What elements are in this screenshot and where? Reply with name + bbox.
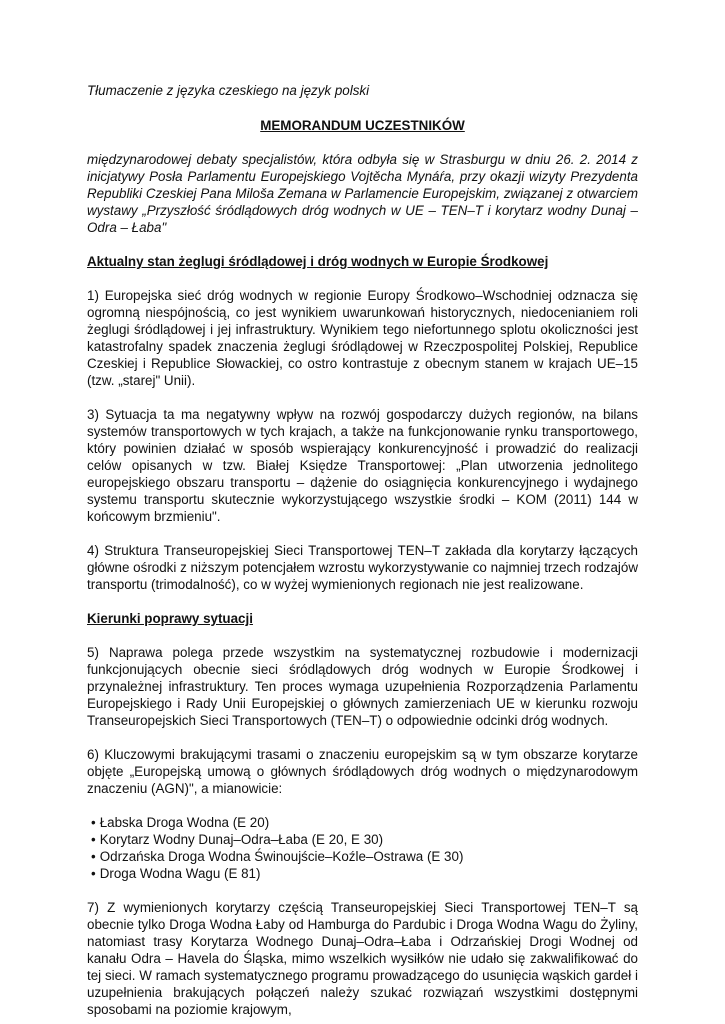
paragraph-7: 7) Z wymienionych korytarzy częścią Transeuropejskiej Sieci Transportowej TEN–T są obecnie tylko Droga Wodna Łaby od Hamburga do Pardubic i Droga Wodna Wagu do Żyliny, natomiast trasy Korytarza Wodnego Dunaj–Odra–Łaba i Odrzańskiej Drogi Wodnej od kanału Odra – Havela do Śląska, mimo wszelkich wysiłków nie udało się zakwalifikować do tej sieci. W ramach systematycznego programu prowadzącego do usunięcia wąskich gardeł i uzupełnienia brakujących połączeń należy szukać rozwiązań wszystkimi dostępnymi sposobami na poziomie krajowym, [87, 900, 638, 1017]
paragraph-1: 1) Europejska sieć dróg wodnych w regionie Europy Środkowo–Wschodniej odznacza się ogromną niespójnością, co jest wynikiem uwarunkowań historycznych, niedocenianiem roli żeglugi śródlądowej i jej infrastruktury. Wynikiem tego niefortunnego splotu okoliczności jest katastrofalny spadek znaczenia żeglugi śródlądowej w Rzeczpospolitej Polskiej, Republice Czeskiej i Republice Słowackiej, co ostro kontrastuje z obecnym stanem w krajach UE–15 (tzw. „starej" Unii). [87, 288, 638, 388]
list-item: • Odrzańska Droga Wodna Świnoujście–Koźle–Ostrawa (E 30) [91, 848, 638, 865]
paragraph-5: 5) Naprawa polega przede wszystkim na systematycznej rozbudowie i modernizacji funkcjonujących obecnie sieci śródlądowych dróg wodnych w Europie Środkowej i przynależnej infrastruktury. Ten proces wymaga uzupełnienia Rozporządzenia Parlamentu Europejskiego i Rady Unii Europejskiej o głównych zamierzeniach UE w kierunku rozwoju Transeuropejskich Sieci Transportowych (TEN–T) o odpowiednie odcinki dróg wodnych. [87, 645, 638, 728]
section-heading-current-state: Aktualny stan żeglugi śródlądowej i dróg wodnych w Europie Środkowej [87, 254, 549, 269]
paragraph-3: 3) Sytuacja ta ma negatywny wpływ na rozwój gospodarczy dużych regionów, na bilans systemów transportowych w tych krajach, a także na funkcjonowanie rynku transportowego, który powinien działać w sposób wspierający konkurencyjność i prowadzić do realizacji celów opisanych w tzw. Białej Księdze Transportowej: „Plan utworzenia jednolitego europejskiego obszaru transportu – dążenie do osiągnięcia konkurencyjnego i wydajnego systemu transportu skutecznie wykorzystującego wszystkie środki – KOM (2011) 144 w końcowym brzmieniu". [87, 407, 638, 524]
paragraph-4: 4) Struktura Transeuropejskiej Sieci Transportowej TEN–T zakłada dla korytarzy łączących główne ośrodki z niższym potencjałem wzrostu wykorzystywanie co najmniej trzech rodzajów transportu (trimodalność), co w wyżej wymienionych regionach nie jest realizowane. [87, 543, 638, 592]
document-subtitle: międzynarodowej debaty specjalistów, która odbyła się w Strasburgu w dniu 26. 2. 2014 z inicjatywy Posła Parlamentu Europejskiego Vojtěcha Mynáŕa, przy okazji wizyty Prezydenta Republiki Czeskiej Pana Miloša Zemana w Parlamencie Europejskim, związanej z otwarciem wystawy „Przyszłość śródlądowych dróg wodnych w UE – TEN–T i korytarz wodny Dunaj – Odra – Łaba" [87, 152, 638, 235]
list-item: • Łabska Droga Wodna (E 20) [91, 814, 638, 831]
paragraph-6: 6) Kluczowymi brakującymi trasami o znaczeniu europejskim są w tym obszarze korytarze objęte „Europejską umową o głównych śródlądowych dróg wodnych o międzynarodowym znaczeniu (AGN)", a mianowicie: [87, 747, 638, 796]
waterway-list [87, 814, 638, 882]
list-item: • Korytarz Wodny Dunaj–Odra–Łaba (E 20, E 30) [91, 831, 638, 848]
list-item: • Droga Wodna Wagu (E 81) [91, 865, 638, 882]
section-heading-improvement: Kierunki poprawy sytuacji [87, 611, 253, 626]
document-title: MEMORANDUM UCZESTNIKÓW [260, 118, 465, 133]
translation-note: Tłumaczenie z języka czeskiego na język polski [87, 83, 370, 98]
